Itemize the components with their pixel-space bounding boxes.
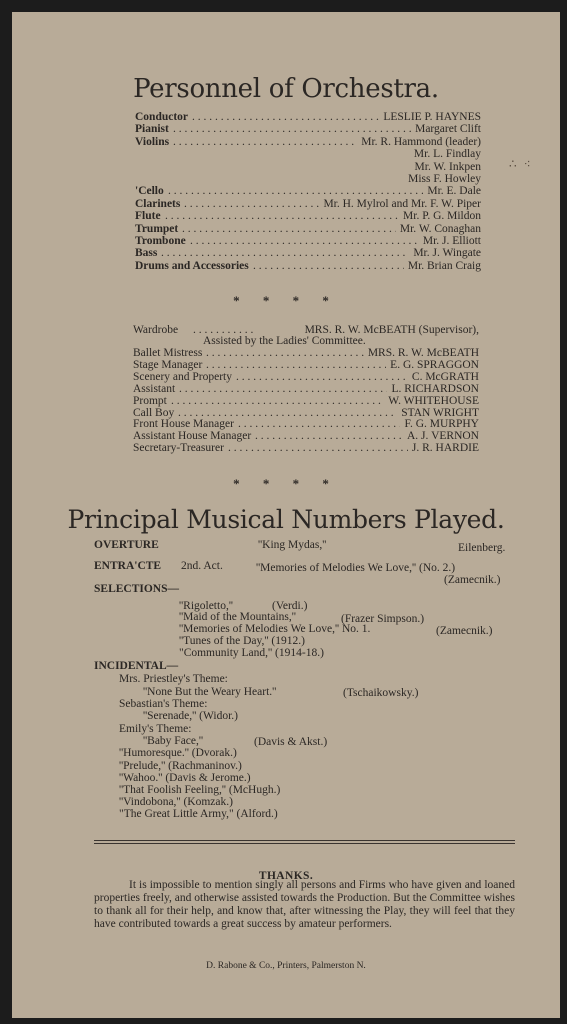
- personnel-title: Personnel of Orchestra.: [133, 74, 439, 104]
- personnel-role: Trumpet: [135, 222, 179, 235]
- double-rule-bottom: [94, 843, 515, 844]
- personnel-role: Pianist: [135, 123, 169, 136]
- staff-label: Secretary-Treasurer: [133, 442, 224, 455]
- personnel-name: Mr. J. Elliott: [422, 235, 481, 247]
- incidental-line: ''Vindobona,'' (Komzak.): [119, 796, 233, 808]
- incidental-line: ''Baby Face,'': [143, 735, 204, 747]
- personnel-role: Conductor: [135, 111, 189, 123]
- leader-dots: [228, 442, 408, 454]
- personnel-name: Mr. W. Conaghan: [399, 222, 481, 235]
- leader-dots: [179, 383, 387, 395]
- staff-value: MRS. R. W. McBEATH (Supervisor),: [304, 324, 479, 336]
- program-page: [12, 12, 560, 1018]
- separator-stars-2: * * * *: [233, 476, 339, 491]
- incidental-line: ''Wahoo.'' (Davis & Jerome.): [119, 772, 251, 784]
- personnel-role: Flute: [135, 210, 161, 223]
- incidental-line: Mrs. Priestley's Theme:: [119, 673, 228, 685]
- personnel-name: Mr. Brian Craig: [407, 259, 481, 272]
- personnel-role: Drums and Accessories: [135, 259, 249, 272]
- leader-dots: [184, 198, 319, 210]
- selection-piece: ''Tunes of the Day,'' (1912.): [179, 635, 305, 647]
- personnel-name: Mr. J. Wingate: [413, 247, 481, 260]
- leader-dots: [236, 371, 408, 383]
- selection-composer: (Verdi.): [272, 600, 308, 612]
- leader-dots: [168, 185, 423, 197]
- incidental-line: Emily's Theme:: [119, 723, 192, 735]
- personnel-name: Mr. W. Inkpen: [414, 160, 481, 173]
- selection-piece: "Community Land,'' (1914-18.): [179, 647, 324, 659]
- personnel-name: Margaret Clift: [415, 123, 481, 136]
- wardrobe-note: Assisted by the Ladies' Committee.: [203, 335, 366, 347]
- overture-piece: ''King Mydas,'': [258, 539, 327, 551]
- incidental-line: ''Humoresque.'' (Dvorak.): [119, 747, 237, 759]
- selection-piece: ''Maid of the Mountains,'': [179, 611, 296, 623]
- entracte-act: 2nd. Act.: [181, 560, 223, 572]
- selection-piece: ''Memories of Melodies We Love,'' No. 1.: [179, 623, 371, 635]
- leader-dots: [238, 418, 400, 430]
- staff-value: C. McGRATH: [411, 370, 479, 383]
- staff-label: Prompt: [133, 394, 167, 407]
- leader-dots: [255, 430, 403, 442]
- incidental-line: Sebastian's Theme:: [119, 698, 208, 710]
- personnel-name: Mr. H. Mylrol and Mr. F. W. Piper: [323, 197, 481, 210]
- personnel-name: Mr. E. Dale: [427, 185, 481, 198]
- incidental-line: ''None But the Weary Heart.'': [143, 686, 277, 698]
- overture-composer: Eilenberg.: [458, 542, 506, 554]
- leader-dots: [171, 395, 384, 407]
- leader-dots: [206, 359, 386, 371]
- staff-value: A. J. VERNON: [407, 430, 479, 443]
- personnel-name: Miss F. Howley: [408, 173, 481, 185]
- personnel-name: Mr. R. Hammond (leader): [361, 135, 481, 148]
- entracte-piece: ''Memories of Melodies We Love,'' (No. 2.): [256, 562, 456, 574]
- personnel-role: Clarinets: [135, 197, 181, 210]
- incidental-label: INCIDENTAL—: [94, 660, 179, 672]
- incidental-line: ''That Foolish Feeling,'' (McHugh.): [119, 784, 281, 796]
- leader-dots: [173, 136, 357, 148]
- incidental-composer: (Tschaikowsky.): [343, 687, 419, 699]
- personnel-role: Bass: [135, 247, 158, 260]
- staff-value: E. G. SPRAGGON: [390, 358, 479, 371]
- staff-value: J. R. HARDIE: [411, 442, 479, 455]
- leader-dots: [192, 111, 379, 123]
- staff-label: Wardrobe: [133, 324, 179, 336]
- staff-value: STAN WRIGHT: [401, 406, 479, 419]
- leader-dots: [190, 235, 419, 247]
- staff-value: MRS. R. W. McBEATH: [367, 347, 479, 359]
- incidental-composer: (Davis & Akst.): [254, 736, 328, 748]
- thanks-title: THANKS.: [258, 870, 314, 882]
- staff-label: Ballet Mistress: [133, 347, 203, 359]
- leader-dots: [182, 223, 396, 235]
- selection-composer: (Zamecnik.): [436, 625, 493, 637]
- personnel-role: Trombone: [135, 235, 186, 247]
- staff-label: Front House Manager: [133, 418, 234, 431]
- staff-value: L. RICHARDSON: [391, 382, 479, 395]
- incidental-line: ''Serenade,'' (Widor.): [143, 710, 238, 722]
- leader-dots: [178, 407, 397, 419]
- incidental-line: "The Great Little Army," (Alford.): [119, 808, 278, 820]
- leader-dots: [206, 347, 364, 359]
- personnel-name: Mr. P. G. Mildon: [403, 210, 481, 223]
- selection-composer: (Frazer Simpson.): [341, 613, 425, 625]
- staff-label: Stage Manager: [133, 358, 203, 371]
- printer-imprint: D. Rabone & Co., Printers, Palmerston N.: [206, 961, 366, 971]
- selection-piece: ''Rigoletto,'': [179, 600, 233, 612]
- staff-value: W. WHITEHOUSE: [388, 394, 479, 407]
- leader-dots: [253, 260, 404, 272]
- personnel-role: 'Cello: [135, 185, 164, 198]
- incidental-line: ''Prelude,'' (Rachmaninov.): [119, 760, 242, 772]
- double-rule-top: [94, 840, 515, 841]
- personnel-name: LESLIE P. HAYNES: [383, 111, 481, 123]
- overture-label: OVERTURE: [94, 539, 159, 551]
- leader-dots: [161, 247, 409, 259]
- personnel-role: Violins: [135, 135, 170, 148]
- leader-dots: [173, 123, 411, 135]
- staff-value: F. G. MURPHY: [404, 418, 479, 431]
- music-title: Principal Musical Numbers Played.: [67, 505, 505, 534]
- staff-label: Assistant House Manager: [133, 430, 252, 443]
- ink-smudge: ∴ ⁖: [509, 157, 533, 171]
- entracte-label: ENTRA'CTE: [94, 560, 162, 572]
- personnel-name: Mr. L. Findlay: [413, 148, 481, 161]
- staff-label: Scenery and Property: [133, 370, 232, 383]
- leader-dots: [165, 210, 399, 222]
- separator-stars-1: * * * *: [233, 293, 339, 308]
- staff-label: Call Boy: [133, 406, 175, 419]
- entracte-composer: (Zamecnik.): [444, 574, 501, 586]
- thanks-text: It is impossible to mention singly all persons and Firms who have given and loaned properties freely, and otherwise assisted towards the Production. But the Committee wishes to thank all for their help, and know that, after witnessing the Play, they will feel that they have contributed towards a great success by amateur performers.: [94, 879, 515, 930]
- selections-label: SELECTIONS—: [94, 583, 180, 595]
- staff-label: Assistant: [133, 382, 176, 395]
